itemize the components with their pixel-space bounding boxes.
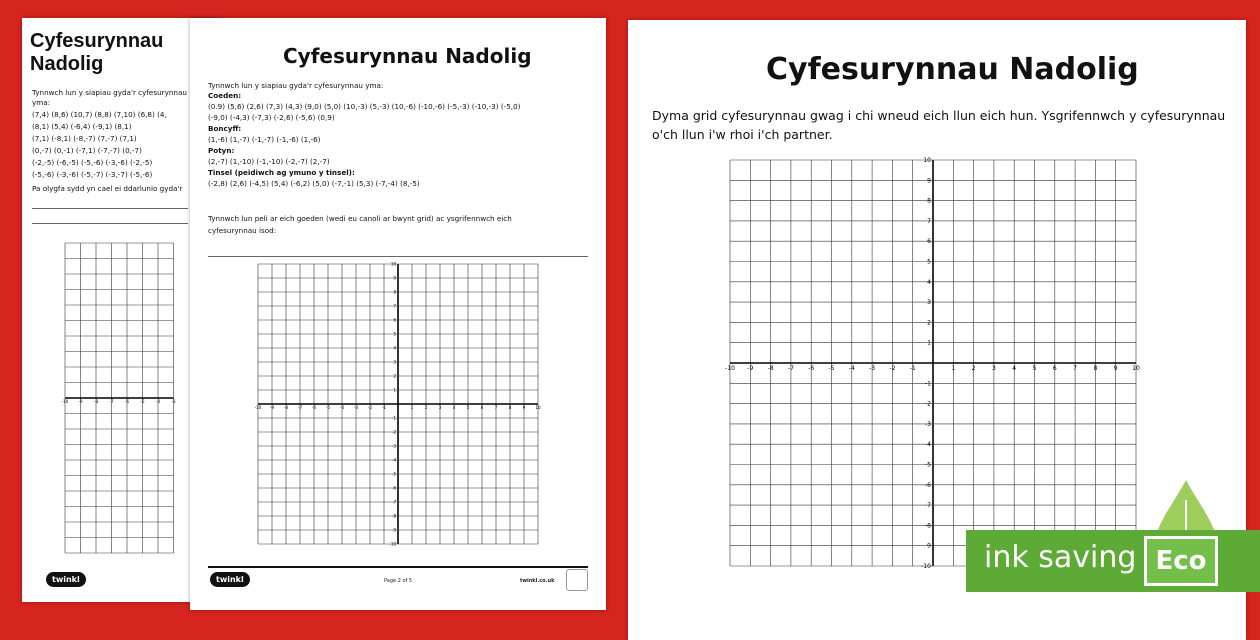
- x-tick-label: -5: [326, 405, 330, 410]
- x-tick-label: 3: [438, 405, 442, 410]
- y-tick-label: 5: [927, 258, 931, 266]
- back-page-text: [32, 88, 188, 224]
- quality-badge-icon: [566, 569, 588, 591]
- y-tick-label: -1: [925, 380, 931, 388]
- section-heading: Tinsel (peidiwch ag ymuno y tinsel):: [208, 168, 355, 177]
- y-tick-label: -6: [925, 481, 931, 489]
- y-tick-label: -2: [925, 400, 931, 408]
- x-tick-label: -3: [354, 405, 358, 410]
- coordinate-list: [32, 110, 188, 180]
- page-title: Cyfesurynnau Nadolig: [283, 44, 532, 68]
- y-tick-label: 9: [927, 177, 931, 185]
- answer-line: [208, 256, 588, 257]
- x-tick-label: -8: [767, 365, 774, 372]
- coordinate-line: (7,1) (-8,1) (-8,-7) (7,-7) (7,1): [32, 134, 137, 143]
- coordinate-grid: [725, 157, 1140, 570]
- y-tick-label: 10: [923, 157, 931, 164]
- x-tick-label: -8: [94, 399, 98, 404]
- x-tick-label: 8: [1093, 365, 1098, 372]
- y-tick-label: 10: [390, 261, 396, 267]
- y-tick-label: 2: [927, 319, 931, 327]
- answer-line: [32, 208, 188, 209]
- x-tick-label: -1: [909, 365, 916, 372]
- x-tick-label: 6: [1052, 365, 1057, 372]
- twinkl-logo: twinkl: [210, 572, 250, 587]
- badge-label: ink saving: [984, 540, 1137, 575]
- y-tick-label: 4: [393, 345, 396, 351]
- x-tick-label: -2: [889, 365, 896, 372]
- task-line: cyfesurynnau isod:: [208, 226, 277, 235]
- coordinate-line: (2,-7) (1,-10) (-1,-10) (-2,-7) (2,-7): [208, 157, 330, 166]
- y-tick-label: 8: [393, 289, 396, 295]
- question-text: Pa olygfa sydd yn cael ei ddarlunio gyda'r: [32, 184, 183, 193]
- y-tick-label: -7: [392, 499, 396, 505]
- x-tick-label: -5: [828, 365, 835, 372]
- site-url: twinkl.co.uk: [520, 578, 555, 584]
- x-tick-label: 2: [971, 365, 976, 372]
- section-heading: Potyn:: [208, 146, 235, 155]
- coordinate-line: (7,4) (8,6) (10,7) (8,8) (7,10) (6,8) (4,: [32, 110, 167, 119]
- x-tick-label: -7: [787, 365, 794, 372]
- y-tick-label: 2: [393, 373, 396, 379]
- section-heading: Boncyff:: [208, 124, 242, 133]
- x-tick-label: -4: [156, 399, 160, 404]
- y-tick-label: 3: [393, 359, 396, 365]
- page-title: Cyfesurynnau Nadolig: [30, 30, 164, 75]
- x-tick-label: -6: [125, 399, 129, 404]
- x-tick-label: 9: [1113, 365, 1118, 372]
- x-tick-label: 10: [535, 405, 541, 410]
- coordinate-line: (0,-7) (0,-1) (-7,1) (-7,-7) (0,-7): [32, 146, 142, 155]
- intro-text: Tynnwch lun y siapiau gyda'r cyfesurynnau yma:: [32, 88, 187, 107]
- x-tick-label: 2: [424, 405, 428, 410]
- y-tick-label: 6: [927, 238, 931, 246]
- x-tick-label: -7: [298, 405, 302, 410]
- y-tick-label: -8: [925, 522, 931, 530]
- task-line: Tynnwch lun peli ar eich goeden (wedi eu canoli ar bwynt grid) ac ysgrifennwch eich: [208, 214, 512, 223]
- y-tick-label: 7: [393, 303, 396, 309]
- y-tick-label: -5: [392, 471, 396, 477]
- section-heading: Coeden:: [208, 91, 242, 100]
- x-tick-label: 5: [1032, 365, 1037, 372]
- x-tick-label: -3: [171, 399, 176, 404]
- x-tick-label: 4: [452, 405, 456, 410]
- y-tick-label: -8: [392, 513, 396, 519]
- y-tick-label: 9: [393, 275, 396, 281]
- intro-line: o'ch llun i'w rhoi i'ch partner.: [652, 127, 833, 142]
- intro-line: Dyma grid cyfesurynnau gwag i chi wneud eich llun eich hun. Ysgrifennwch y cyfesurynnau: [652, 108, 1226, 123]
- x-tick-label: 8: [508, 405, 512, 410]
- x-tick-label: -4: [340, 405, 344, 410]
- x-tick-label: -5: [140, 399, 145, 404]
- coordinate-line: (0.9) (5,6) (2,6) (7,3) (4,3) (9,0) (5,0) (10,-3) (5,-3) (10,-6) (-10,-6) (-5,-3) (-10,-3) (-5,0): [208, 102, 521, 111]
- x-tick-label: 9: [522, 405, 526, 410]
- page-title: Cyfesurynnau Nadolig: [766, 52, 1139, 87]
- x-tick-label: -10: [725, 365, 735, 372]
- x-tick-label: 4: [1012, 365, 1017, 372]
- coordinate-grid: [254, 261, 541, 547]
- y-tick-label: -3: [392, 443, 396, 449]
- y-tick-label: -4: [925, 441, 931, 449]
- coordinate-line: (-2,8) (2,6) (-4,5) (5,4) (-6,2) (5,0) (-7,-1) (5,3) (-7,-4) (8,-5): [208, 179, 420, 188]
- coordinate-line: (-5,-6) (-3,-6) (-5,-7) (-3,-7) (-5,-6): [32, 170, 153, 179]
- x-tick-label: -4: [848, 365, 855, 372]
- coordinate-line: (-2,-5) (-6,-5) (-5,-6) (-3,-6) (-2,-5): [32, 158, 153, 167]
- x-tick-label: 1: [951, 365, 956, 372]
- x-tick-label: -1: [382, 405, 386, 410]
- twinkl-logo: twinkl: [46, 572, 86, 587]
- x-tick-label: 6: [480, 405, 484, 410]
- x-tick-label: -9: [78, 399, 83, 404]
- intro-text: Tynnwch lun y siapiau gyda'r cyfesurynnau yma:: [208, 81, 384, 90]
- x-tick-label: -2: [368, 405, 372, 410]
- y-tick-label: 5: [393, 331, 396, 337]
- x-tick-label: 3: [991, 365, 996, 372]
- y-tick-label: -10: [389, 541, 396, 547]
- y-tick-label: 1: [393, 387, 396, 393]
- y-tick-label: -5: [925, 461, 931, 469]
- coordinate-line: (1,-6) (1,-7) (-1,-7) (-1,-6) (1,-6): [208, 135, 321, 144]
- x-tick-label: -10: [254, 405, 262, 410]
- x-tick-label: -7: [109, 399, 114, 404]
- answer-line: [32, 223, 188, 224]
- x-tick-label: -6: [312, 405, 316, 410]
- y-tick-label: 7: [927, 217, 931, 225]
- y-tick-label: 6: [393, 317, 396, 323]
- x-tick-label: -10: [61, 399, 69, 404]
- y-tick-label: -2: [392, 429, 396, 435]
- y-tick-label: -10: [921, 563, 931, 570]
- coordinate-line: (8,1) (5,4) (-6,4) (-9,1) (8,1): [32, 122, 132, 131]
- coordinate-grid: [61, 243, 176, 553]
- y-tick-label: -4: [392, 457, 396, 463]
- coordinate-line: (-9,0) (-4,3) (-7,3) (-2,6) (-5,6) (0,9): [208, 113, 335, 122]
- x-tick-label: -9: [747, 365, 754, 372]
- page-number: Page 2 of 5: [384, 578, 413, 584]
- y-tick-label: -3: [925, 420, 931, 428]
- y-tick-label: -9: [392, 527, 396, 533]
- y-tick-label: 1: [927, 339, 931, 347]
- worksheet-page-2: [190, 18, 606, 610]
- y-tick-label: 3: [927, 299, 931, 307]
- ink-saving-badge: [966, 530, 1260, 592]
- x-tick-label: 7: [494, 405, 498, 410]
- x-tick-label: 10: [1132, 365, 1140, 372]
- y-tick-label: -7: [925, 502, 931, 510]
- x-tick-label: 1: [410, 405, 414, 410]
- y-tick-label: 8: [927, 197, 931, 205]
- y-tick-label: -1: [392, 415, 396, 421]
- footer-rule: [208, 566, 588, 568]
- y-tick-label: 4: [927, 278, 931, 286]
- x-tick-label: -8: [284, 405, 288, 410]
- eco-box: Eco: [1144, 536, 1218, 586]
- x-tick-label: -6: [808, 365, 815, 372]
- x-tick-label: -3: [869, 365, 876, 372]
- y-tick-label: -9: [925, 542, 931, 550]
- x-tick-label: -9: [270, 405, 274, 410]
- x-tick-label: 5: [466, 405, 470, 410]
- y-tick-label: -6: [392, 485, 396, 491]
- x-tick-label: 7: [1073, 365, 1078, 372]
